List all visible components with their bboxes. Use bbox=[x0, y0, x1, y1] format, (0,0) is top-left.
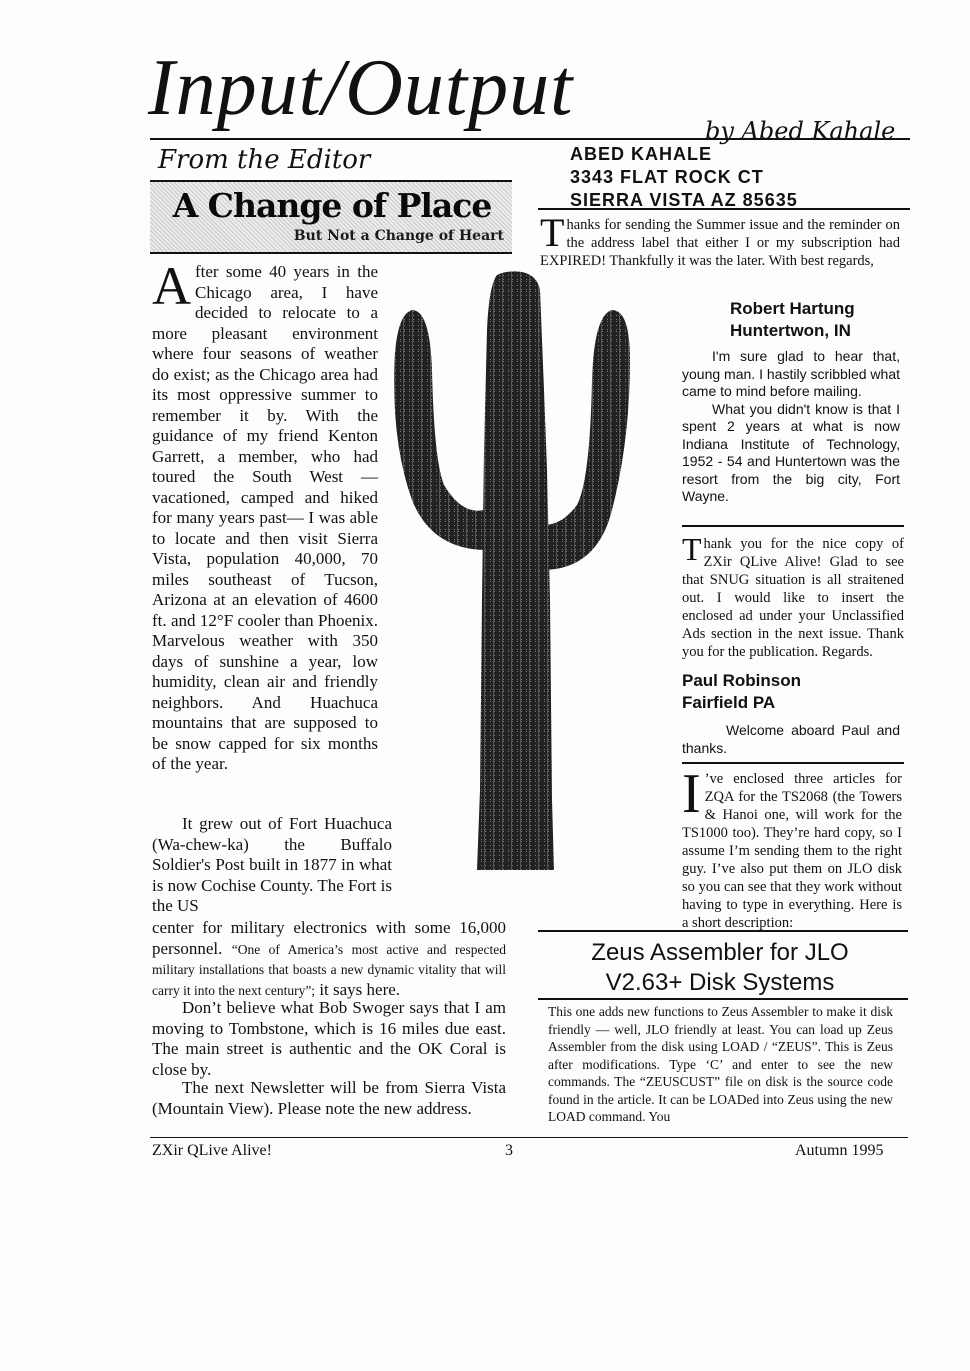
address-rule bbox=[538, 208, 910, 210]
signature-name: Paul Robinson bbox=[682, 671, 801, 690]
signature-1 bbox=[730, 298, 900, 342]
article-paragraph-3: Don’t believe what Bob Swoger says that I am moving to Tombstone, which is 16 miles due east. The main street is authentic and the OK Coral is close by. bbox=[152, 998, 506, 1079]
signature-place: Fairfield PA bbox=[682, 693, 776, 712]
article-paragraph-2: It grew out of Fort Huachuca (Wa-chew-ka) the Buffalo Soldier's Post built in 1877 in what is now Cochise County. The Fort is the US bbox=[152, 814, 392, 915]
divider bbox=[538, 998, 908, 1000]
editor-reply-2: Welcome aboard Paul and thanks. bbox=[682, 722, 900, 756]
reply-text: I'm sure glad to hear that, young man. I hastily scribbled what came to mind before mailing. bbox=[682, 348, 900, 399]
letter-1 bbox=[540, 210, 900, 270]
masthead-title: Input/Output bbox=[148, 44, 574, 132]
address-line: 3343 FLAT ROCK CT bbox=[570, 167, 764, 187]
letter-2 bbox=[682, 531, 904, 661]
byline: by Abed Kahale bbox=[705, 117, 896, 145]
title-line: Zeus Assembler for JLO bbox=[591, 939, 849, 966]
article-headline: A Change of Place bbox=[172, 186, 492, 225]
editor-reply-1 bbox=[682, 348, 900, 506]
page-number: 3 bbox=[505, 1142, 513, 1159]
address-line: SIERRA VISTA AZ 85635 bbox=[570, 190, 798, 210]
zeus-article-body: This one adds new functions to Zeus Assembler to make it disk friendly — well, JLO friendly at least. You can load up Zeus Assembler from the disk using LOAD / “ZEUS”. This is Zeus after modifications. Type ‘C’ and enter to see the new commands. The “ZEUSCUST” file on disk is the source code found in the article. It can be LOADed into Zeus using the new LOAD command. You bbox=[548, 1004, 893, 1124]
drop-cap: I bbox=[682, 763, 701, 825]
drop-cap: T bbox=[682, 531, 702, 567]
section-label: From the Editor bbox=[158, 145, 371, 175]
article-paragraph-1 bbox=[152, 256, 378, 775]
letter-text-block bbox=[540, 210, 900, 270]
article-paragraph-2-cont bbox=[152, 918, 506, 1000]
zeus-article-title bbox=[545, 938, 895, 998]
footer-publication: ZXir QLive Alive! bbox=[152, 1142, 272, 1159]
title-line: V2.63+ Disk Systems bbox=[605, 969, 835, 996]
article-subhead: But Not a Change of Heart bbox=[293, 228, 504, 244]
quote-text: “One of America’s most active and respected military installations that boasts a new dynamic vitality that will carry it into the next century”; bbox=[152, 941, 506, 998]
saguaro-cactus-illustration bbox=[372, 270, 662, 930]
letter-text: ’ve enclosed three articles for ZQA for the TS2068 (the Towers & Hanoi one, will work for the TS1000 too). They’re hard copy, so I assume I’m sending them to the right guy. I’ve also put them on JLO disk so you can see that they work without having to type in everything. Here is a short description: bbox=[682, 771, 902, 931]
article-paragraph-4: The next Newsletter will be from Sierra Vista (Mountain View). Please note the new address. bbox=[152, 1078, 506, 1118]
footer-rule bbox=[150, 1137, 908, 1138]
divider bbox=[682, 525, 904, 527]
address-block bbox=[570, 143, 798, 212]
drop-cap: A bbox=[152, 256, 191, 316]
footer-issue: Autumn 1995 bbox=[795, 1142, 884, 1159]
top-rule bbox=[150, 138, 910, 140]
paragraph-text: center for military electronics with some 16,000 personnel. bbox=[152, 918, 506, 958]
letter-text: hank you for the nice copy of ZXir QLive Alive! Glad to see that SNUG situation is all straitened out. I would like to insert the enclosed ad under your Unclassified Ads section in the next issue. Thank you for the publication. Regards. bbox=[682, 536, 904, 660]
reply-text: What you didn't know is that I spent 2 years at what is now Indiana Institute of Technology, 1952 - 54 and Huntertown was the resort from the big city, Fort Wayne. bbox=[682, 400, 900, 504]
signature-name: Robert Hartung bbox=[730, 299, 855, 318]
drop-cap: T bbox=[540, 210, 565, 255]
divider bbox=[538, 930, 908, 932]
paragraph-text: fter some 40 years in the Chicago area, I have decided to relocate to a more pleasant environment where four seasons of weather do exist; as the Chicago area had its most oppressive summer to remember it by. With the guidance of my friend Kenton Garrett, a member, who had toured the South West — vacationed, camped and hiked for many years past— I was able to locate and then visit Sierra Vista, population 40,000, 70 miles southeast of Tucson, Arizona at an elevation of 4600 ft. and 12°F cooler than Phoenix. Marvelous weather with 350 days of sunshine a year, low humidity, clean air and friendly neighbors. And Huachuca mountains that are supposed to be snow capped for six months of the year. bbox=[152, 262, 378, 773]
address-line: ABED KAHALE bbox=[570, 144, 713, 164]
signature-place: Huntertwon, IN bbox=[730, 321, 851, 340]
paragraph-text: it says here. bbox=[319, 979, 401, 999]
divider bbox=[682, 762, 904, 764]
letter-text: hanks for sending the Summer issue and the reminder on the address label that either I or my subscription had EXPIRED! Thankfully it was the later. With best regards, bbox=[540, 217, 900, 269]
signature-2 bbox=[682, 670, 902, 714]
letter-3 bbox=[682, 763, 902, 932]
